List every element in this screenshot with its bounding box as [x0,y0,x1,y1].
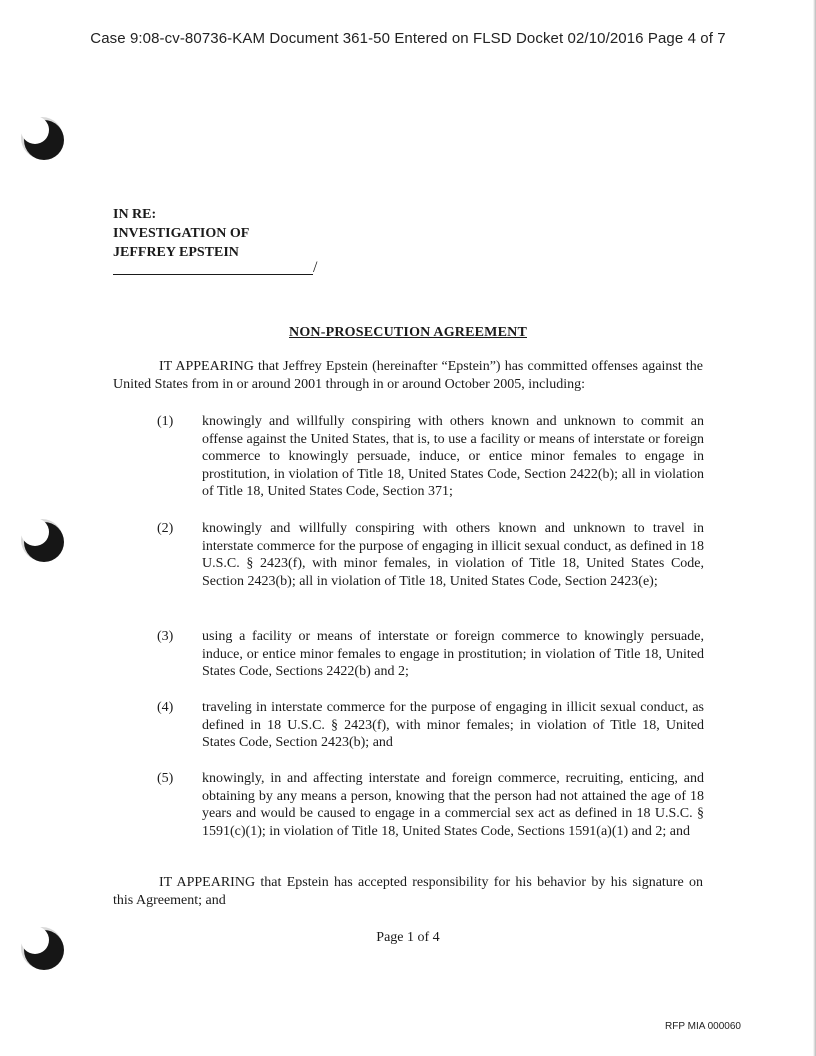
page-number: Page 1 of 4 [376,930,440,945]
punch-hole-icon [16,112,66,162]
docket-header: Case 9:08-cv-80736-KAM Document 361-50 Entered on FLSD Docket 02/10/2016 Page 4 of 7 [90,30,726,47]
item-text: using a facility or means of interstate or foreign commerce to knowingly persuade, induce, or entice minor females to engage in prostitution; in violation of Title 18, United States Code, Sections 2422(b) and 2; [202,629,704,679]
item-number: (1) [157,414,174,429]
caption-slash: / [313,259,318,276]
caption-line-2: INVESTIGATION OF [113,226,250,241]
caption-line-1: IN RE: [113,207,157,222]
caption-rule [113,274,313,275]
punch-hole-icon [16,514,66,564]
closing-text: IT APPEARING that Epstein has accepted responsibility for his behavior by his signature on this Agreement; and [113,875,703,908]
document-title: NON-PROSECUTION AGREEMENT [289,325,527,340]
intro-text: IT APPEARING that Jeffrey Epstein (hereinafter “Epstein”) has committed offenses against the United States from in or around 2001 through in or around October 2005, including: [113,359,703,392]
item-number: (3) [157,629,174,644]
intro-paragraph [113,358,703,393]
item-text: knowingly and willfully conspiring with others known and unknown to travel in interstate commerce for the purpose of engaging in illicit sexual conduct, as defined in 18 U.S.C. § 2423(f), with minor females, in violation of Title 18, United States Code, Section 2423(b); all in violation of Title 18, United States Code, Section 2423(e); [202,521,704,589]
item-number: (5) [157,771,174,786]
bates-number: RFP MIA 000060 [665,1021,741,1032]
item-text: knowingly, in and affecting interstate and foreign commerce, recruiting, enticing, and obtaining by any means a person, knowing that the person had not attained the age of 18 years and would be caused to engage in a commercial sex act as defined in 18 U.S.C. § 1591(c)(1); in violation of Title 18, United States Code, Sections 1591(a)(1) and 2; and [202,771,704,839]
item-text: knowingly and willfully conspiring with others known and unknown to commit an offense against the United States, that is, to use a facility or means of interstate or foreign commerce to knowingly persuade, induce, or entice minor females to engage in prostitution, in violation of Title 18, United States Code, Section 2422(b); all in violation of Title 18, United States Code, Section 371; [202,414,704,499]
item-number: (4) [157,700,174,715]
closing-paragraph [113,874,703,909]
item-number: (2) [157,521,174,536]
item-text: traveling in interstate commerce for the purpose of engaging in illicit sexual conduct, as defined in 18 U.S.C. § 2423(f), with minor females; in violation of Title 18, United States Code, Section 2423(b); and [202,700,704,750]
case-caption [113,205,249,262]
caption-signature-line [113,260,320,278]
caption-line-3: JEFFREY EPSTEIN [113,245,239,260]
